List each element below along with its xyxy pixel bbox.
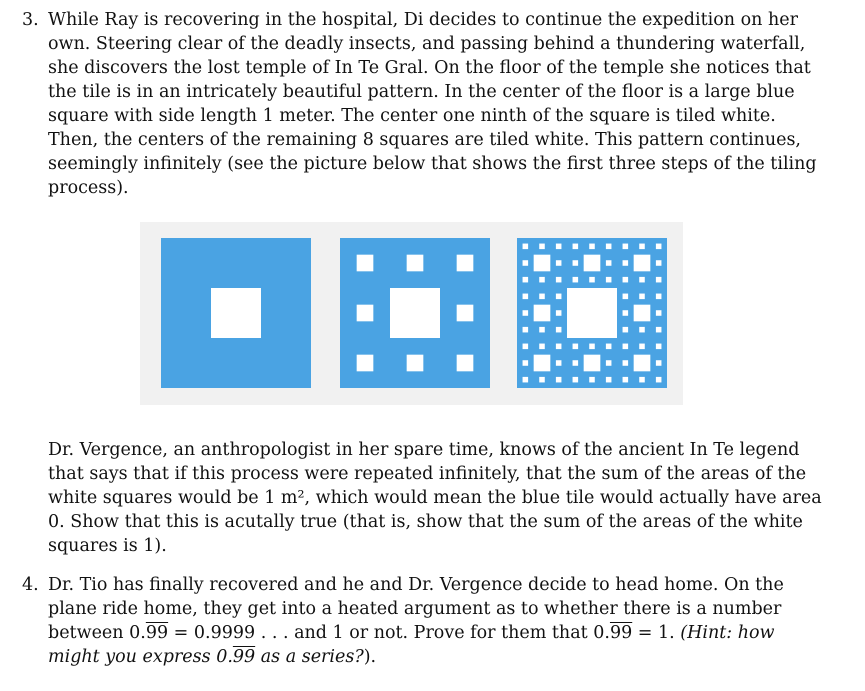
white-square	[539, 294, 545, 300]
white-square	[639, 294, 645, 300]
white-square	[623, 260, 629, 266]
white-square	[623, 294, 629, 300]
white-square	[623, 377, 629, 383]
white-square	[573, 260, 579, 266]
white-square	[606, 360, 612, 366]
white-square	[589, 344, 595, 350]
white-square	[556, 244, 562, 250]
white-square	[589, 277, 595, 283]
white-square	[539, 344, 545, 350]
white-square	[539, 327, 545, 333]
text-line: plane ride home, they get into a heated argument as to whether there is a number	[48, 599, 782, 619]
white-square	[523, 244, 529, 250]
text-line	[48, 645, 773, 669]
text-line: 0. Show that this is acutally true (that is, show that the sum of the areas of the white	[48, 512, 803, 532]
white-square	[539, 277, 545, 283]
white-square	[556, 260, 562, 266]
hint-text: might you express 0.	[48, 647, 233, 667]
white-square	[656, 277, 662, 283]
white-square	[539, 377, 545, 383]
white-square	[606, 377, 612, 383]
text-line: seemingly infinitely (see the picture below that shows the first three steps of the tiling	[48, 154, 817, 174]
white-square	[523, 260, 529, 266]
white-square	[457, 355, 474, 372]
white-square	[573, 360, 579, 366]
white-square	[573, 377, 579, 383]
problem-number: 3.	[22, 10, 39, 30]
text-line: Dr. Tio has finally recovered and he and Dr. Vergence decide to head home. On the	[48, 575, 784, 595]
text-line: that says that if this process were repeated infinitely, that the sum of the areas of the	[48, 464, 807, 484]
white-square	[656, 327, 662, 333]
white-square	[523, 344, 529, 350]
white-square	[523, 310, 529, 316]
text-line: Dr. Vergence, an anthropologist in her spare time, knows of the ancient In Te legend	[48, 440, 800, 460]
white-square	[634, 355, 651, 372]
white-square	[573, 244, 579, 250]
white-square	[639, 344, 645, 350]
text-fragment: = 0.9999 . . . and 1 or not. Prove for them that 0.	[168, 623, 610, 643]
white-square	[656, 344, 662, 350]
white-square	[623, 310, 629, 316]
white-square	[589, 377, 595, 383]
white-square	[556, 344, 562, 350]
white-square	[523, 377, 529, 383]
text-line: she discovers the lost temple of In Te Gral. On the floor of the temple she notices that	[48, 58, 811, 78]
text-line	[48, 621, 773, 645]
carpet-steps-svg	[140, 222, 683, 405]
problem-4-text	[48, 573, 784, 669]
problem-number: 4.	[22, 575, 39, 595]
white-square	[606, 344, 612, 350]
text-line: white squares would be 1 m², which would mean the blue tile would actually have area	[48, 488, 822, 508]
white-square	[556, 377, 562, 383]
white-square	[656, 244, 662, 250]
white-square	[606, 260, 612, 266]
white-square	[534, 355, 551, 372]
text-line: While Ray is recovering in the hospital, Di decides to continue the expedition on her	[48, 10, 798, 30]
white-square	[573, 277, 579, 283]
text-line: square with side length 1 meter. The center one ninth of the square is tiled white.	[48, 106, 776, 126]
text-fragment: between 0.	[48, 623, 146, 643]
white-square	[534, 305, 551, 322]
white-square	[390, 288, 440, 338]
repeating-digits: 99	[232, 647, 256, 667]
white-square	[357, 255, 374, 272]
white-square	[639, 244, 645, 250]
hint-text: as a series?	[255, 647, 364, 667]
white-square	[211, 288, 261, 338]
text-fragment: = 1.	[632, 623, 681, 643]
white-square	[407, 255, 424, 272]
white-square	[639, 327, 645, 333]
white-square	[623, 244, 629, 250]
white-square	[556, 277, 562, 283]
white-square	[523, 360, 529, 366]
white-square	[656, 260, 662, 266]
repeating-digits: 99	[145, 623, 169, 643]
white-square	[634, 255, 651, 272]
white-square	[556, 294, 562, 300]
white-square	[656, 310, 662, 316]
sierpinski-carpet-figure	[140, 222, 683, 405]
white-square	[656, 377, 662, 383]
white-square	[634, 305, 651, 322]
white-square	[623, 327, 629, 333]
white-square	[606, 244, 612, 250]
white-square	[407, 355, 424, 372]
white-square	[523, 327, 529, 333]
white-square	[623, 344, 629, 350]
white-square	[523, 277, 529, 283]
text-line: process).	[48, 178, 129, 198]
white-square	[556, 327, 562, 333]
white-square	[523, 294, 529, 300]
white-square	[534, 255, 551, 272]
white-square	[639, 277, 645, 283]
white-square	[606, 277, 612, 283]
white-square	[556, 310, 562, 316]
white-square	[457, 305, 474, 322]
white-square	[357, 305, 374, 322]
white-square	[584, 355, 601, 372]
text-line: squares is 1).	[48, 536, 167, 556]
white-square	[539, 244, 545, 250]
problem-3-text	[48, 8, 817, 200]
white-square	[656, 294, 662, 300]
white-square	[639, 377, 645, 383]
white-square	[589, 244, 595, 250]
white-square	[656, 360, 662, 366]
white-square	[357, 355, 374, 372]
text-fragment: ).	[363, 647, 377, 667]
white-square	[623, 360, 629, 366]
problem-3-continuation	[48, 438, 822, 558]
white-square	[573, 344, 579, 350]
white-square	[567, 288, 617, 338]
hint-text: (Hint: how	[680, 623, 775, 643]
repeating-digits: 99	[609, 623, 633, 643]
white-square	[457, 255, 474, 272]
white-square	[556, 360, 562, 366]
white-square	[584, 255, 601, 272]
white-square	[623, 277, 629, 283]
text-line: the tile is in an intricately beautiful pattern. In the center of the floor is a large blue	[48, 82, 795, 102]
text-line: Then, the centers of the remaining 8 squares are tiled white. This pattern continues,	[48, 130, 801, 150]
text-line: own. Steering clear of the deadly insects, and passing behind a thundering waterfall,	[48, 34, 806, 54]
